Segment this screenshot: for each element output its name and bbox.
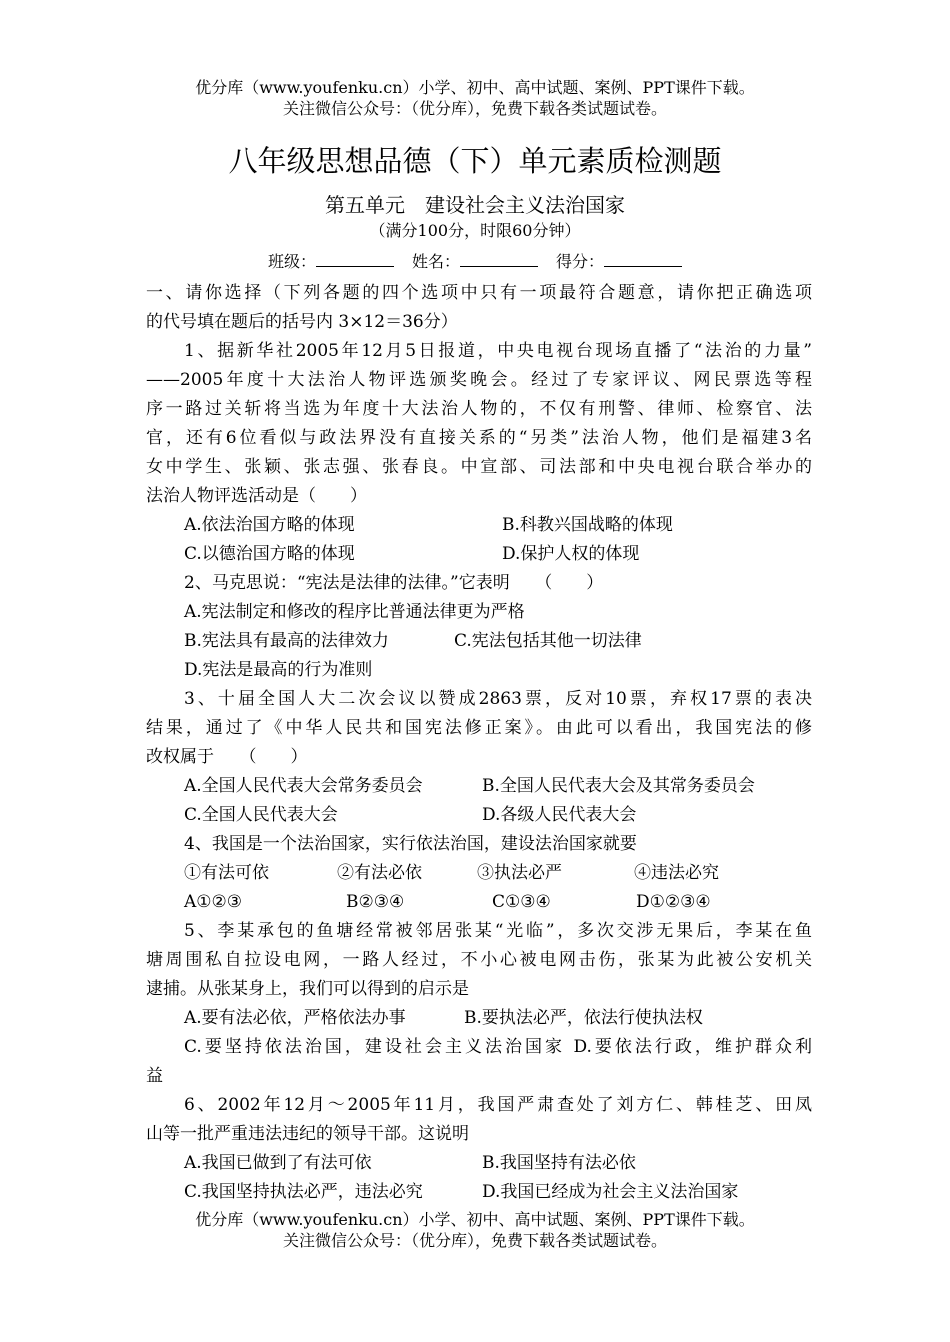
q4-option-d[interactable]: D①②③④ <box>636 892 711 912</box>
q1-line: 法治人物评选活动是（ ） <box>146 486 367 506</box>
q1-options-row1 <box>146 511 812 540</box>
question-5 <box>146 917 812 1091</box>
q2-option-a[interactable]: A.宪法制定和修改的程序比普通法律更为严格 <box>184 602 525 622</box>
footer-promo-line2: 关注微信公众号：（优分库），免费下载各类试题试卷。 <box>282 1231 667 1250</box>
q4-item: ②有法必依 <box>337 863 422 883</box>
q2-option-d[interactable]: D.宪法是最高的行为准则 <box>184 660 373 680</box>
q2-stem: 2、马克思说：“宪法是法律的法律。”它表明 （ ） <box>184 573 604 593</box>
q3-line: 3、十届全国人大二次会议以赞成2863票，反对10票，弃权17票的表决 <box>184 689 812 709</box>
q6-option-d[interactable]: D.我国已经成为社会主义法治国家 <box>482 1182 739 1202</box>
student-info-row <box>0 251 950 273</box>
q4-options-row <box>146 888 812 917</box>
q1-option-b[interactable]: B.科教兴国战略的体现 <box>502 515 673 535</box>
score-blank <box>604 252 682 267</box>
name-blank <box>460 252 538 267</box>
section1-instruction-line2: 的代号填在题后的括号内 3×12＝36分） <box>146 312 458 332</box>
q6-options-row2 <box>146 1178 812 1207</box>
q3-options-row1 <box>146 772 812 801</box>
q6-line: 6、2002年12月～2005年11月，我国严肃查处了刘方仁、韩桂芝、田凤 <box>184 1095 812 1115</box>
q1-line: 官，还有6位看似与政法界没有直接关系的“另类”法治人物，他们是福建3名 <box>146 428 812 448</box>
q5-option-b[interactable]: B.要执法必严，依法行使执法权 <box>464 1008 703 1028</box>
q4-option-c[interactable]: C①③④ <box>492 892 551 912</box>
q5-options-row2[interactable]: C.要坚持依法治国，建设社会主义法治国家 D.要依法行政，维护群众利 <box>184 1037 812 1057</box>
q6-line: 山等一批严重违法违纪的领导干部。这说明 <box>146 1124 469 1144</box>
q4-item: ①有法可依 <box>184 863 269 883</box>
section1-instruction-line1: 一、请你选择（下列各题的四个选项中只有一项最符合题意，请你把正确选项 <box>146 283 812 303</box>
q4-option-a[interactable]: A①②③ <box>184 892 242 912</box>
page-title: 八年级思想品德（下）单元素质检测题 <box>228 144 722 178</box>
q1-line: ——2005年度十大法治人物评选颁奖晚会。经过了专家评议、网民票选等程 <box>146 370 812 390</box>
class-blank <box>316 252 394 267</box>
q2-option-c[interactable]: C.宪法包括其他一切法律 <box>454 631 642 651</box>
exam-body <box>146 279 812 1207</box>
q5-options-row1 <box>146 1004 812 1033</box>
question-3 <box>146 685 812 830</box>
q3-option-a[interactable]: A.全国人民代表大会常务委员会 <box>184 776 423 796</box>
q5-line: 塘周围私自拉设电网，一路人经过，不小心被电网击伤，张某为此被公安机关 <box>146 950 812 970</box>
header-promo-line1: 优分库（www.youfenku.cn）小学、初中、高中试题、案例、PPT课件下载。 <box>195 78 755 97</box>
name-label: 姓名： <box>411 252 460 271</box>
q1-line: 女中学生、张颖、张志强、张春良。中宣部、司法部和中央电视台联合举办的 <box>146 457 812 477</box>
q5-line: 逮捕。从张某身上，我们可以得到的启示是 <box>146 979 469 999</box>
q3-option-c[interactable]: C.全国人民代表大会 <box>184 805 338 825</box>
q3-option-d[interactable]: D.各级人民代表大会 <box>482 805 637 825</box>
class-label: 班级： <box>267 252 316 271</box>
q6-option-a[interactable]: A.我国已做到了有法可依 <box>184 1153 372 1173</box>
q3-line: 结果，通过了《中华人民共和国宪法修正案》。由此可以看出，我国宪法的修 <box>146 718 812 738</box>
q2-option-b[interactable]: B.宪法具有最高的法律效力 <box>184 631 389 651</box>
q4-items-row <box>146 859 812 888</box>
q4-stem: 4、我国是一个法治国家，实行依法治国，建设法治国家就要 <box>184 834 637 854</box>
q1-line: 1、据新华社2005年12月5日报道，中央电视台现场直播了“法治的力量” <box>184 341 812 361</box>
footer-promo-line1: 优分库（www.youfenku.cn）小学、初中、高中试题、案例、PPT课件下载。 <box>195 1210 755 1229</box>
question-4 <box>146 830 812 917</box>
header-promo-line2: 关注微信公众号：（优分库），免费下载各类试题试卷。 <box>282 99 667 118</box>
unit-title: 第五单元 建设社会主义法治国家 <box>325 193 625 217</box>
q1-options-row2 <box>146 540 812 569</box>
q6-option-b[interactable]: B.我国坚持有法必依 <box>482 1153 636 1173</box>
q3-options-row2 <box>146 801 812 830</box>
q4-item: ③执法必严 <box>477 863 562 883</box>
score-note: （满分100分，时限60分钟） <box>369 221 581 240</box>
q2-options-row <box>146 627 812 656</box>
q6-options-row1 <box>146 1149 812 1178</box>
question-1 <box>146 337 812 569</box>
q1-line: 序一路过关斩将当选为年度十大法治人物的，不仅有刑警、律师、检察官、法 <box>146 399 812 419</box>
q6-option-c[interactable]: C.我国坚持执法必严，违法必究 <box>184 1182 423 1202</box>
q1-option-c[interactable]: C.以德治国方略的体现 <box>184 544 355 564</box>
q4-item: ④违法必究 <box>634 863 719 883</box>
score-label: 得分： <box>556 252 605 271</box>
q5-options-row2-wrap: 益 <box>146 1066 163 1086</box>
q1-option-a[interactable]: A.依法治国方略的体现 <box>184 515 355 535</box>
q5-line: 5、李某承包的鱼塘经常被邻居张某“光临”，多次交涉无果后，李某在鱼 <box>184 921 812 941</box>
q5-option-a[interactable]: A.要有法必依，严格依法办事 <box>184 1008 406 1028</box>
question-2 <box>146 569 812 685</box>
question-6 <box>146 1091 812 1207</box>
q3-option-b[interactable]: B.全国人民代表大会及其常务委员会 <box>482 776 755 796</box>
q1-option-d[interactable]: D.保护人权的体现 <box>502 544 640 564</box>
q3-line: 改权属于 （ ） <box>146 747 308 767</box>
q4-option-b[interactable]: B②③④ <box>346 892 405 912</box>
